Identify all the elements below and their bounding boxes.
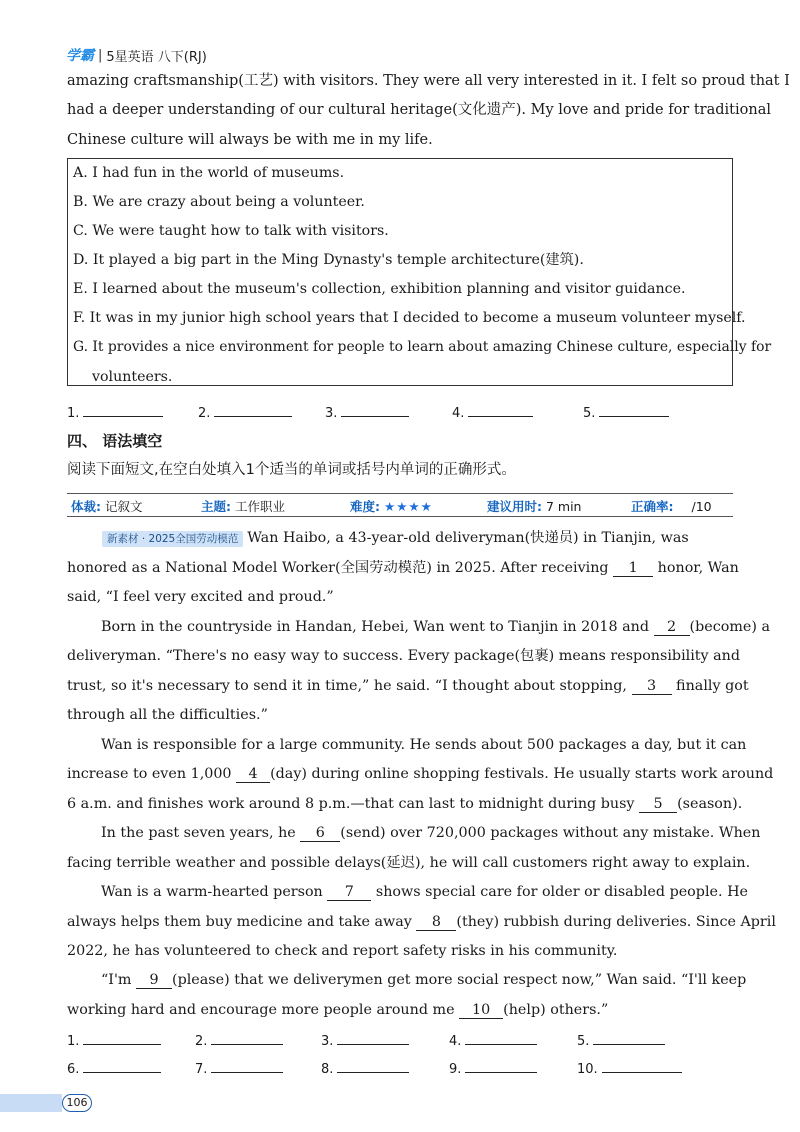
answer-slot[interactable]: 3. <box>321 1030 409 1049</box>
article-line: 新素材 · 2025全国劳动模范 Wan Haibo, a 43-year-old deliveryman(快递员) in Tianjin, was <box>102 528 689 549</box>
article-line: Wan is responsible for a large community. He sends about 500 packages a day, but it can <box>101 737 747 753</box>
article-line: In the past seven years, he 6 (send) over 720,000 packages without any mistake. When <box>101 825 761 841</box>
blank-1[interactable]: 1 <box>613 560 653 577</box>
difficulty-stars: ★★★★ <box>383 499 433 514</box>
time-value: 7 min <box>545 499 582 514</box>
answer-slot[interactable]: 5. <box>577 1030 665 1049</box>
answer-slot[interactable]: 8. <box>321 1058 409 1077</box>
blank-8[interactable]: 8 <box>416 914 456 931</box>
book-title: 5星英语 八下(RJ) <box>106 49 207 65</box>
topic-label: 主题: <box>201 499 231 514</box>
option-c: C. We were taught how to talk with visitors. <box>73 223 389 239</box>
answer-slot[interactable]: 6. <box>67 1058 161 1077</box>
article-line: working hard and encourage more people around me 10 (help) others.” <box>67 1002 609 1018</box>
article-line: Born in the countryside in Handan, Hebei, Wan went to Tianjin in 2018 and 2 (become) a <box>101 619 771 635</box>
material-tag: 新素材 · 2025全国劳动模范 <box>102 531 243 547</box>
article-line: honored as a National Model Worker(全国劳动模范) in 2025. After receiving 1 honor, Wan <box>67 560 739 576</box>
options-box <box>67 158 772 386</box>
brand-logo: 学霸 <box>66 48 94 64</box>
passage-line: amazing craftsmanship(工艺) with visitors. They were all very interested in it. I felt so proud that I <box>67 73 790 89</box>
article-line: said, “I feel very excited and proud.” <box>67 589 334 605</box>
option-g-cont: volunteers. <box>92 369 173 385</box>
option-a: A. I had fun in the world of museums. <box>73 165 345 181</box>
rate-label: 正确率: <box>631 499 674 514</box>
option-e: E. I learned about the museum's collection, exhibition planning and visitor guidance. <box>73 281 686 297</box>
article-line: Wan is a warm-hearted person 7 shows special care for older or disabled people. He <box>101 884 748 900</box>
rate-value: /10 <box>691 499 712 514</box>
option-g: G. It provides a nice environment for people to learn about amazing Chinese culture, especially for <box>73 339 772 355</box>
article-line: deliveryman. “There's no easy way to success. Every package(包裹) means responsibility and <box>67 648 741 664</box>
time-label: 建议用时: <box>487 499 542 514</box>
article-line: facing terrible weather and possible delays(延迟), he will call customers right away to explain. <box>67 855 751 871</box>
page-number: 106 <box>62 1094 92 1112</box>
blank-10[interactable]: 10 <box>459 1002 503 1019</box>
blank-9[interactable]: 9 <box>136 972 172 989</box>
answer-slot[interactable]: 3. <box>325 402 409 421</box>
exercise-meta <box>67 493 733 517</box>
footer-bar <box>0 1094 62 1112</box>
answer-slot[interactable]: 2. <box>195 1030 283 1049</box>
blank-5[interactable]: 5 <box>639 796 677 813</box>
article-line: trust, so it's necessary to send it in time,” he said. “I thought about stopping, 3 finally got <box>67 678 749 694</box>
blank-3[interactable]: 3 <box>632 678 672 695</box>
option-b: B. We are crazy about being a volunteer. <box>73 194 365 210</box>
blank-6[interactable]: 6 <box>300 825 340 842</box>
blank-4[interactable]: 4 <box>236 766 270 783</box>
article-line: through all the difficulties.” <box>67 707 268 723</box>
option-f: F. It was in my junior high school years that I decided to become a museum volunteer myself. <box>73 310 746 326</box>
header-separator: | <box>98 47 103 63</box>
passage-line: had a deeper understanding of our cultural heritage(文化遗产). My love and pride for traditional <box>67 102 771 118</box>
difficulty-label: 难度: <box>350 499 380 514</box>
article-line: increase to even 1,000 4 (day) during online shopping festivals. He usually starts work around <box>67 766 774 782</box>
genre-value: 记叙文 <box>104 499 143 514</box>
topic-value: 工作职业 <box>234 499 285 514</box>
answer-slot[interactable]: 10. <box>577 1058 682 1077</box>
answer-slot[interactable]: 1. <box>67 402 163 421</box>
passage-line: Chinese culture will always be with me in my life. <box>67 132 433 148</box>
answer-slot[interactable]: 4. <box>449 1030 537 1049</box>
article-line: “I'm 9 (please) that we deliverymen get more social respect now,” Wan said. “I'll keep <box>101 972 747 988</box>
section-title: 四、 语法填空 <box>67 432 163 450</box>
answer-slot[interactable]: 9. <box>449 1058 537 1077</box>
genre-label: 体裁: <box>71 499 101 514</box>
blank-7[interactable]: 7 <box>327 884 371 901</box>
blank-2[interactable]: 2 <box>654 619 690 636</box>
article-line: 2022, he has volunteered to check and report safety risks in his community. <box>67 943 618 959</box>
answer-slot[interactable]: 4. <box>452 402 533 421</box>
section-instruction: 阅读下面短文,在空白处填入1个适当的单词或括号内单词的正确形式。 <box>67 462 516 478</box>
answer-slot[interactable]: 2. <box>198 402 292 421</box>
answer-slot[interactable]: 1. <box>67 1030 161 1049</box>
option-d: D. It played a big part in the Ming Dynasty's temple architecture(建筑). <box>73 252 584 268</box>
answer-slot[interactable]: 7. <box>195 1058 283 1077</box>
answer-slot[interactable]: 5. <box>583 402 669 421</box>
article-line: 6 a.m. and finishes work around 8 p.m.—that can last to midnight during busy 5 (season). <box>67 796 743 812</box>
article-line: always helps them buy medicine and take away 8 (they) rubbish during deliveries. Since April <box>67 914 776 930</box>
page-header <box>66 44 207 66</box>
